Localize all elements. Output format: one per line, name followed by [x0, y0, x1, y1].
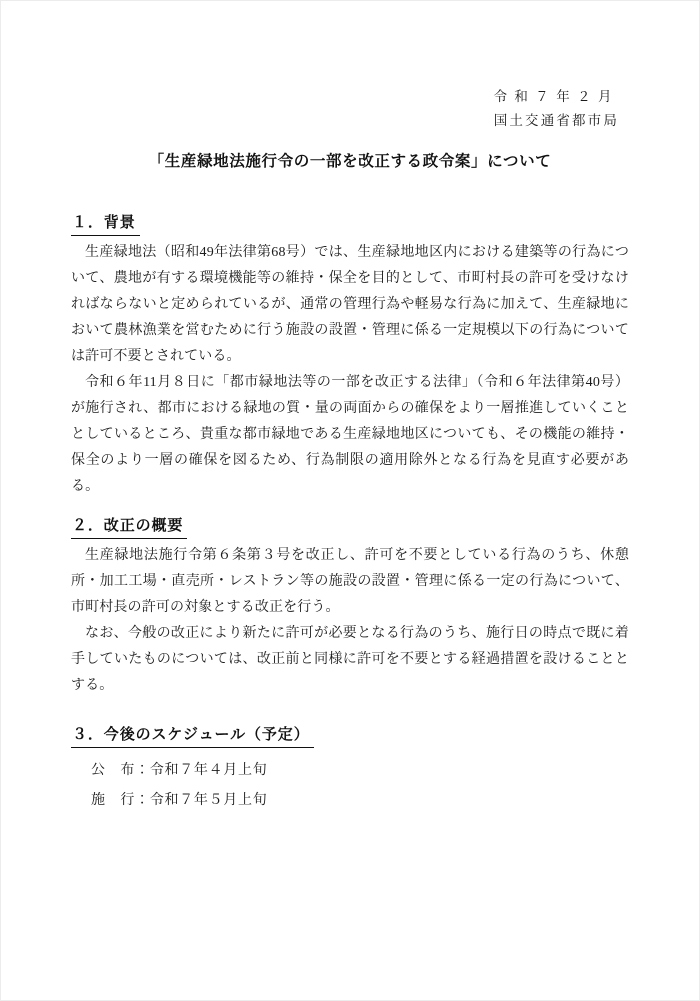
background-paragraph-2: 令和６年11月８日に「都市緑地法等の一部を改正する法律」（令和６年法律第40号）が施行され、都市における緑地の質・量の両面からの確保をより一層推進していくこととしているところ、貴重な都市緑地である生産緑地地区についても、その機能の維持・保全のより一層の確保を図るため、行為制限の適用除外となる行為を見直す必要がある。: [71, 375, 629, 494]
amendment-paragraph-2: なお、今般の改正により新たに許可が必要となる行為のうち、施行日の時点で既に着手していたものについては、改正前と同様に許可を不要とする経過措置を設けることとする。: [71, 626, 629, 693]
section-amendment-overview-heading: ２．改正の概要: [71, 516, 187, 539]
section-background-body: [71, 240, 629, 500]
document-body: [1, 213, 699, 816]
section-amendment-overview: [71, 516, 629, 699]
document-organization: 国土交通省都市局: [493, 113, 619, 128]
document-header: [1, 85, 699, 133]
section-background: [71, 213, 629, 500]
section-background-heading: １．背景: [71, 213, 140, 236]
section-amendment-overview-body: [71, 543, 629, 699]
amendment-paragraph-1: 生産緑地法施行令第６条第３号を改正し、許可を不要としている行為のうち、休憩所・加工工場・直売所・レストラン等の施設の設置・管理に係る一定の行為について、市町村長の許可の対象とする改正を行う。: [71, 548, 629, 615]
schedule-enforcement: 施 行：令和７年５月上旬: [91, 793, 268, 808]
background-paragraph-1: 生産緑地法（昭和49年法律第68号）では、生産緑地地区内における建築等の行為について、農地が有する環境機能等の維持・保全を目的として、市町村長の許可を受けなければならないと定められているが、通常の管理行為や軽易な行為に加えて、生産緑地において農林漁業を営むために行う施設の設置・管理に係る一定規模以下の行為については許可不要とされている。: [71, 245, 629, 364]
schedule-promulgation: 公 布：令和７年４月上旬: [91, 763, 268, 778]
section-schedule: [71, 725, 629, 816]
section-schedule-heading: ３．今後のスケジュール（予定）: [71, 725, 314, 748]
document-title: 「生産緑地法施行令の一部を改正する政令案」について: [148, 153, 552, 170]
section-schedule-body: [71, 756, 629, 816]
document-date: 令和７年２月: [493, 89, 619, 104]
